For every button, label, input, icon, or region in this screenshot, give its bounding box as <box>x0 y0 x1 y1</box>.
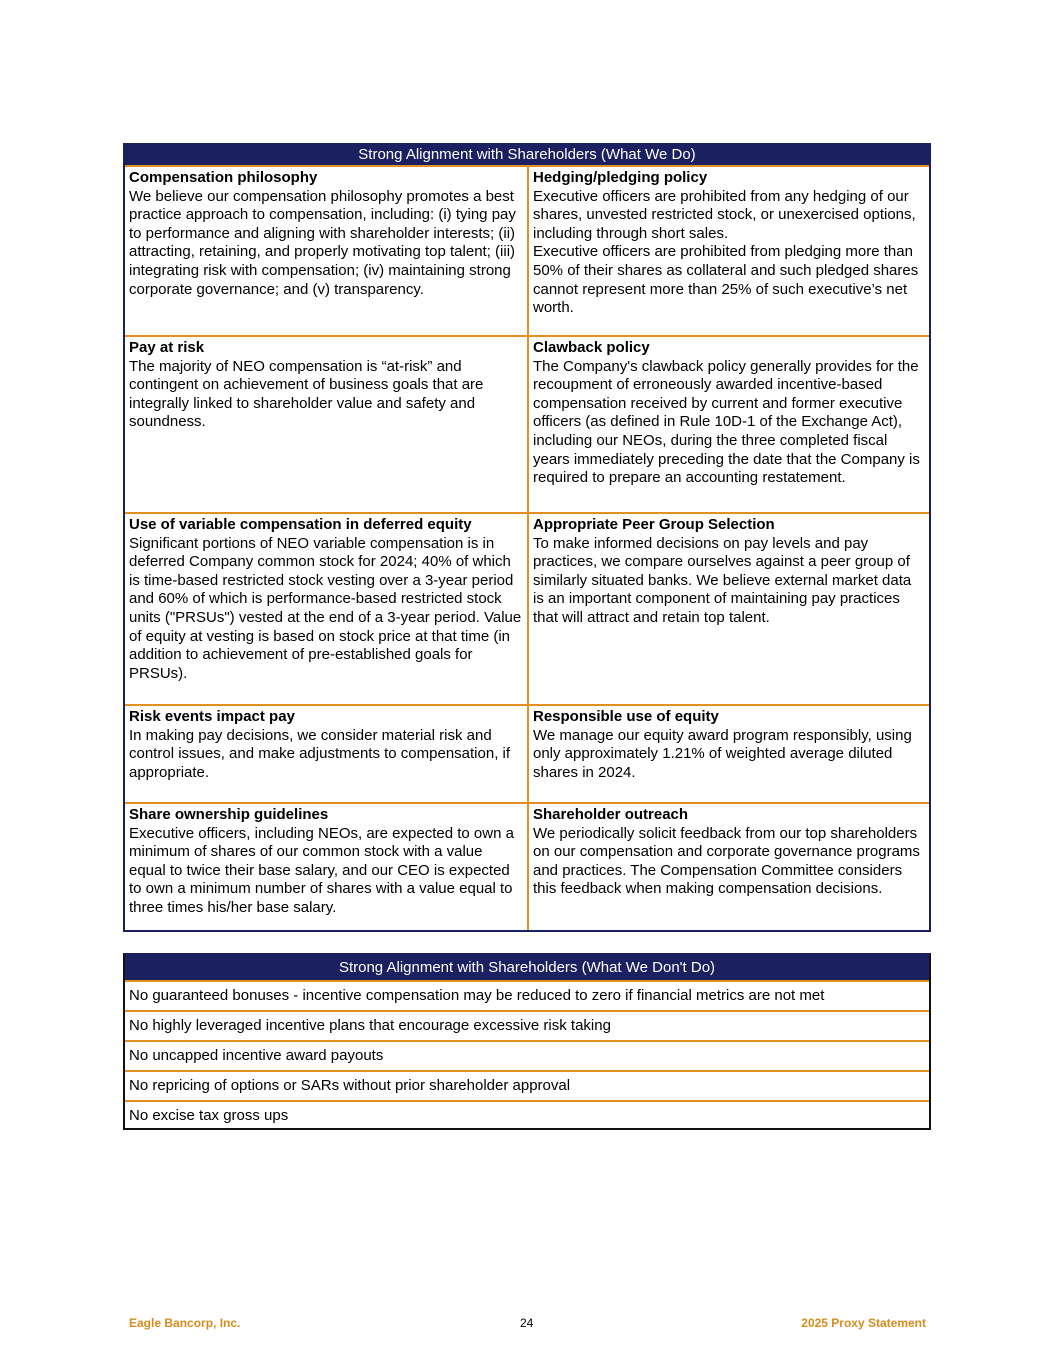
table-row <box>125 704 929 802</box>
policy-cell <box>529 337 929 512</box>
footer-page-number: 24 <box>520 1316 534 1330</box>
policy-cell <box>529 167 929 335</box>
policy-text: To make informed decisions on pay levels and pay practices, we compare ourselves against a peer group of similarly situated banks. We believe external market data is an important component of maintaining pay practices that will attract and retain top talent. <box>533 534 912 626</box>
footer-company-name: Eagle Bancorp, Inc. <box>129 1316 241 1330</box>
table-row <box>125 165 929 335</box>
policy-cell <box>125 337 529 512</box>
list-item: No uncapped incentive award payouts <box>125 1040 929 1070</box>
policy-title: Compensation philosophy <box>129 169 318 186</box>
policy-cell <box>529 804 929 930</box>
footer-document-title: 2025 Proxy Statement <box>801 1316 926 1330</box>
policy-title: Share ownership guidelines <box>129 806 329 823</box>
policy-text: Executive officers are prohibited from any hedging of our shares, unvested restricted stock, or unexercised options, including through short sales. <box>533 187 916 242</box>
policy-text: In making pay decisions, we consider material risk and control issues, and make adjustments to compensation, if appropriate. <box>129 726 511 781</box>
policy-title: Use of variable compensation in deferred equity <box>129 516 472 533</box>
policy-cell <box>125 514 529 704</box>
policy-text: The majority of NEO compensation is “at-risk” and contingent on achievement of business goals that are integrally linked to shareholder value and safety and soundness. <box>129 357 484 431</box>
table-row <box>125 512 929 704</box>
policy-title: Shareholder outreach <box>533 806 689 823</box>
list-item: No repricing of options or SARs without prior shareholder approval <box>125 1070 929 1100</box>
what-we-dont-do-header: Strong Alignment with Shareholders (What We Don't Do) <box>125 955 929 980</box>
policy-cell <box>529 706 929 802</box>
what-we-dont-do-table <box>123 953 931 1130</box>
policy-text: Executive officers are prohibited from pledging more than 50% of their shares as collateral and such pledged shares cannot represent more than 25% of such executive’s net worth. <box>533 243 919 317</box>
policy-title: Hedging/pledging policy <box>533 169 708 186</box>
policy-cell <box>529 514 929 704</box>
policy-title: Clawback policy <box>533 339 650 356</box>
policy-text: The Company's clawback policy generally provides for the recoupment of erroneously awarded incentive-based compensation received by current and former executive officers (as defined in Rule 10D-1 of the Exchange Act), including our NEOs, during the three completed fiscal years immediately preceding the date that the Company is required to prepare an accounting restatement. <box>533 357 920 487</box>
table-row <box>125 802 929 930</box>
policy-text: Significant portions of NEO variable compensation is in deferred Company common stock for 2024; 40% of which is time-based restricted stock vesting over a 3-year period and 60% of which is performance-based restricted stock units ("PRSUs") vested at the end of a 3-year period. Value of equity at vesting is based on stock price at that time (in addition to achievement of pre-established goals for PRSUs). <box>129 534 522 682</box>
policy-cell <box>125 167 529 335</box>
what-we-do-header: Strong Alignment with Shareholders (What We Do) <box>125 145 929 165</box>
policy-text: We manage our equity award program responsibly, using only approximately 1.21% of weighted average diluted shares in 2024. <box>533 726 912 781</box>
list-item: No highly leveraged incentive plans that encourage excessive risk taking <box>125 1010 929 1040</box>
table-row <box>125 335 929 512</box>
list-item: No guaranteed bonuses - incentive compensation may be reduced to zero if financial metrics are not met <box>125 980 929 1010</box>
policy-text: We believe our compensation philosophy promotes a best practice approach to compensation, including: (i) tying pay to performance and aligning with shareholder interests; (ii) attracting, retaining, and properly motivating top talent; (iii) integrating risk with compensation; (iv) maintaining strong corporate governance; and (v) transparency. <box>129 187 516 298</box>
list-item: No excise tax gross ups <box>125 1100 929 1130</box>
policy-title: Risk events impact pay <box>129 708 295 725</box>
policy-title: Responsible use of equity <box>533 708 719 725</box>
what-we-do-table <box>123 143 931 932</box>
policy-title: Appropriate Peer Group Selection <box>533 516 775 533</box>
policy-cell <box>125 706 529 802</box>
policy-text: Executive officers, including NEOs, are expected to own a minimum of shares of our common stock with a value equal to twice their base salary, and our CEO is expected to own a minimum number of shares with a value equal to three times his/her base salary. <box>129 824 514 916</box>
policy-text: We periodically solicit feedback from our top shareholders on our compensation and corporate governance programs and practices. The Compensation Committee considers this feedback when making compensation decisions. <box>533 824 920 898</box>
policy-cell <box>125 804 529 930</box>
policy-title: Pay at risk <box>129 339 205 356</box>
